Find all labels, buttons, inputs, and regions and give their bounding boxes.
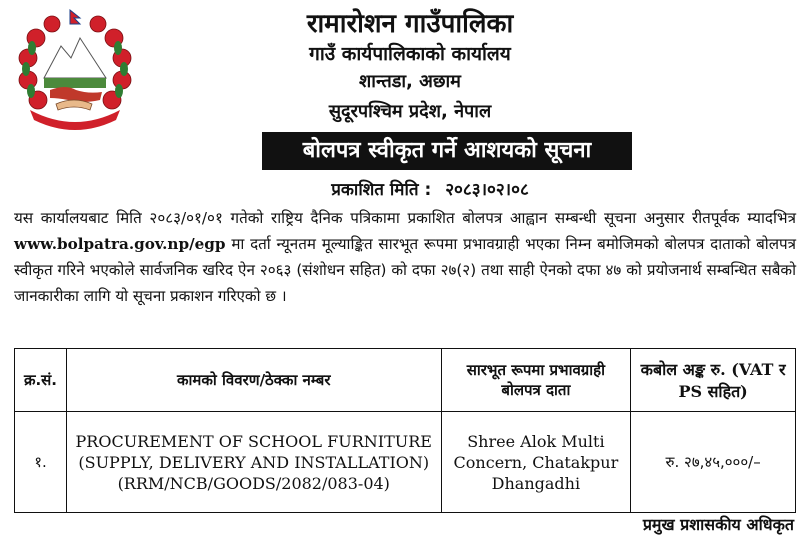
- cell-sn: १.: [15, 412, 67, 513]
- cell-bidder: Shree Alok Multi Concern, Chatakpur Dhangadhi: [441, 412, 631, 513]
- col-header-sn: क्र.सं.: [15, 349, 67, 412]
- province-country: सुदूरपश्चिम प्रदेश, नेपाल: [328, 101, 492, 122]
- notice-body-part1: यस कार्यालयबाट मिति २०८३/०१/०१ गतेको राष्ट्रिय दैनिक पत्रिकामा प्रकाशित बोलपत्र आह्वान सम्बन्धी सूचना अनुसार रीतपूर्वक म्यादभित्र: [14, 209, 796, 227]
- col-header-description: कामको विवरण/ठेक्का नम्बर: [66, 349, 441, 412]
- bid-acceptance-table: [14, 348, 796, 513]
- municipality-name: रामारोशन गाउँपालिका: [306, 9, 514, 39]
- cell-description: PROCUREMENT OF SCHOOL FURNITURE (SUPPLY, DELIVERY AND INSTALLATION) (RRM/NCB/GOODS/2082/083-04): [66, 412, 441, 513]
- cell-amount: रु. २७,४५,०००/–: [631, 412, 796, 513]
- table-row: [15, 412, 796, 513]
- notice-body: [14, 205, 796, 309]
- table-header-row: [15, 349, 796, 412]
- signature-title: प्रमुख प्रशासकीय अधिकृत: [642, 515, 794, 534]
- col-header-bidder: सारभूत रूपमा प्रभावग्राही बोलपत्र दाता: [441, 349, 631, 412]
- nepal-emblem-icon: [16, 8, 134, 132]
- svg-text:~ ~ ~: ~ ~ ~: [66, 119, 84, 125]
- published-date-label: प्रकाशित मिति :: [331, 180, 432, 200]
- notice-title: बोलपत्र स्वीकृत गर्ने आशयको सूचना: [262, 132, 632, 170]
- published-date-line: [180, 177, 680, 200]
- office-location: शान्तडा, अछाम: [359, 71, 461, 92]
- published-date-value: २०८३।०२।०८: [445, 180, 529, 200]
- col-header-amount: कबोल अङ्क रु. (VAT र PS सहित): [631, 349, 796, 412]
- egp-url-link[interactable]: www.bolpatra.gov.np/egp: [14, 235, 226, 253]
- notice-body-part2: मा दर्ता न्यूनतम मूल्याङ्कित सारभूत रूपमा प्रभावग्राही भएका निम्न बमोजिमको बोलपत्र दाताको बोलपत्र स्वीकृत गरिने भएकोले सार्वजनिक खरिद ऐन २०६३ (संशोधन सहित) को दफा २७(२) तथा साही ऐनको दफा ४७ को प्रयोजनार्थ सम्बन्धित सबैको जानकारीका लागि यो सूचना प्रकाशन गरिएको छ ।: [14, 235, 796, 305]
- office-name: गाउँ कार्यपालिकाको कार्यालय: [309, 43, 511, 65]
